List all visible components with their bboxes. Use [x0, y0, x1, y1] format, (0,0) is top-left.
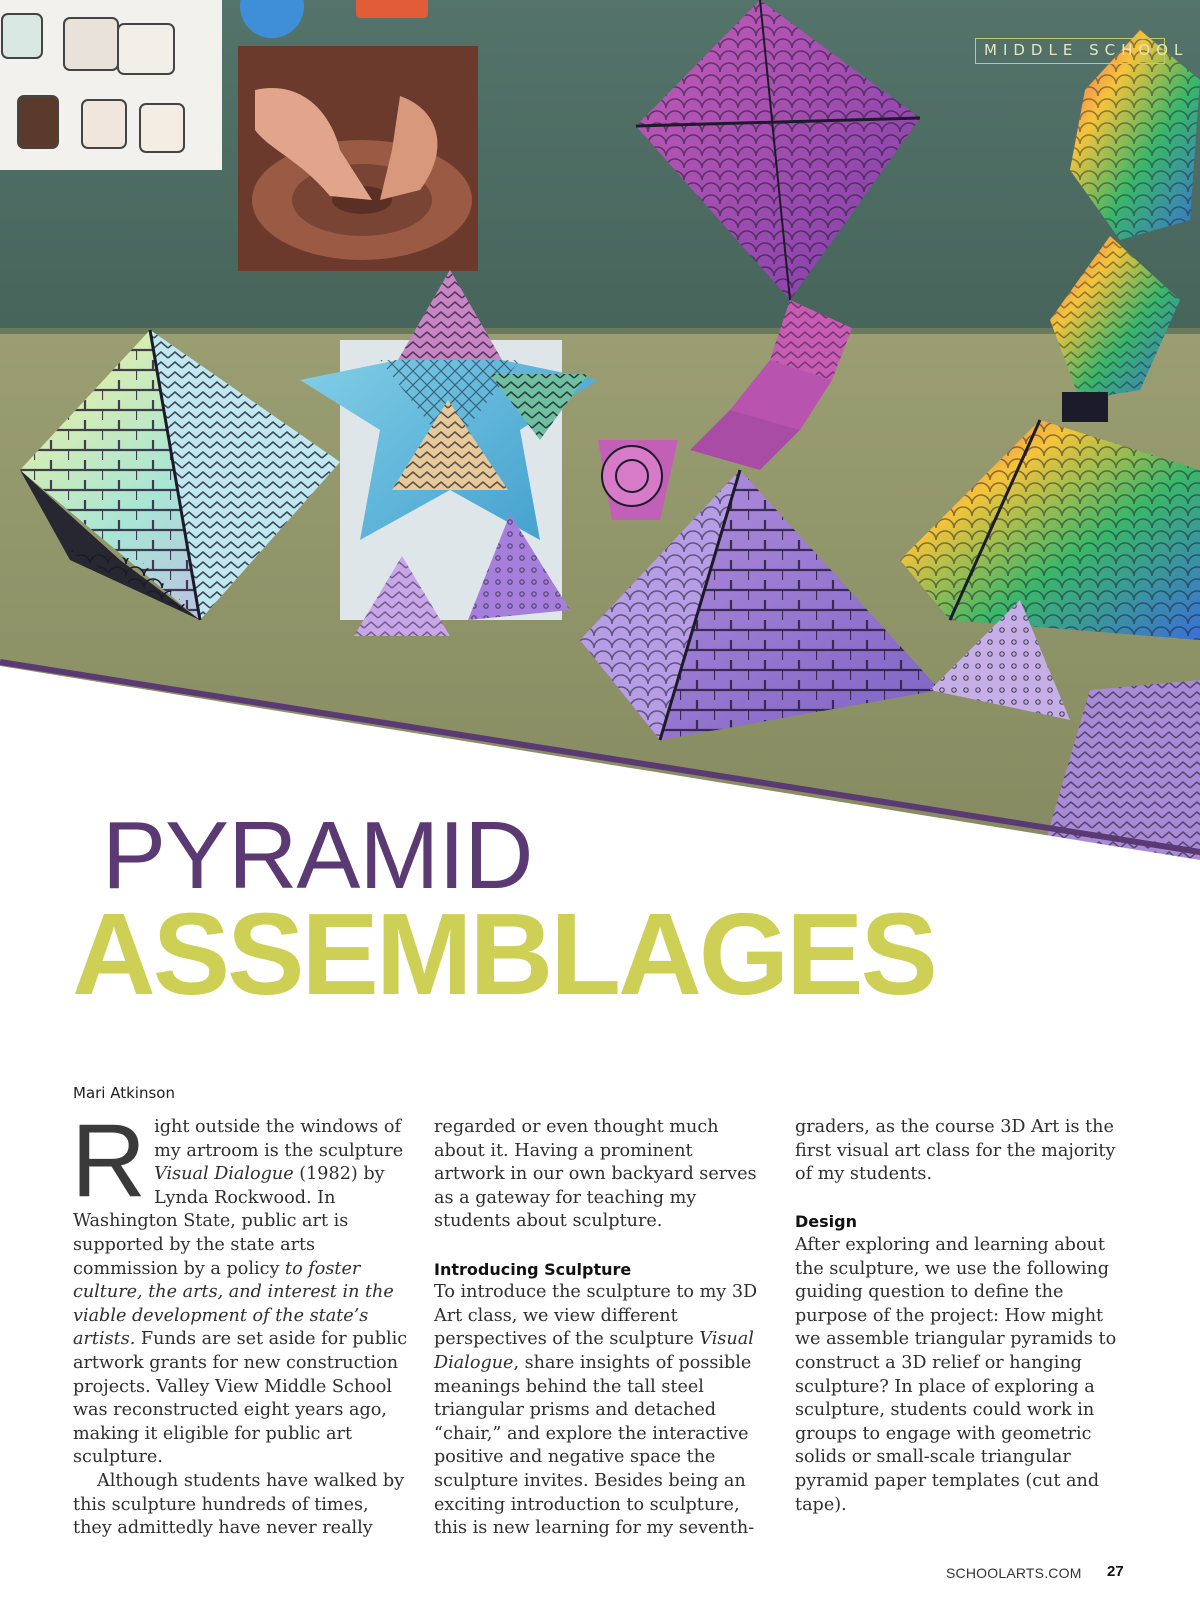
artwork-title: Visual Dialogue [154, 1164, 294, 1185]
paragraph: regarded or even thought much about it. Having a prominent artwork in our own backyard serves as a gateway for teaching my students about sculpture. [434, 1117, 757, 1232]
subhead-design: Design [795, 1212, 857, 1232]
article-column-2 [434, 1116, 762, 1541]
section-tag: MIDDLE SCHOOL [975, 38, 1165, 64]
paragraph: After exploring and learning about the sculpture, we use the following guiding question to define the purpose of the project: How might we assemble triangular pyramids to construct a 3D relief or hanging sculpture? In place of exploring a sculpture, students could work in groups to engage with geometric solids or small-scale triangular pyramid paper templates (cut and tape). [795, 1234, 1117, 1515]
policy-quote: to foster culture, the arts, and interest in the viable development of the state’s artists. [73, 1258, 394, 1350]
paragraph [434, 1281, 762, 1541]
text-run: Funds are set aside for public artwork grants for new construction projects. Valley View Middle School was reconstructed eight years ago, making it eligible for public art sculpture. [73, 1329, 408, 1468]
author-byline: Mari Atkinson [73, 1084, 175, 1102]
subhead-introducing-sculpture: Introducing Sculpture [434, 1259, 632, 1279]
footer-site-link[interactable]: SCHOOLARTS.COM [946, 1565, 1082, 1581]
text-run: To introduce the sculpture to my 3D Art class, we view different perspectives of the sculpture [434, 1282, 758, 1350]
title-line-2: ASSEMBLAGES [72, 889, 935, 1019]
article-column-3 [795, 1116, 1133, 1517]
text-run: ight outside the windows of my artroom is the sculpture [154, 1117, 404, 1161]
drop-cap: R [71, 1103, 147, 1219]
title-line-1: PYRAMID [102, 802, 533, 909]
page-number: 27 [1107, 1563, 1124, 1580]
artwork-title: Visual Dialogue [434, 1329, 754, 1373]
article-column-1 [71, 1103, 409, 1541]
text-run: (1982) by Lynda Rockwood. In Washington State, public art is supported by the state arts commission by a policy [73, 1164, 385, 1279]
paragraph [71, 1103, 409, 1470]
text-run: , share insights of possible meanings behind the tall steel triangular prisms and detached “chair,” and explore the interactive positive and negative space the sculpture invites. Besides being an exciting introduction to sculpture, this is new learning for my seventh- [434, 1352, 755, 1539]
paragraph: graders, as the course 3D Art is the first visual art class for the majority of my students. [795, 1117, 1116, 1185]
paragraph: Although students have walked by this sculpture hundreds of times, they admittedly have never really [73, 1470, 405, 1539]
